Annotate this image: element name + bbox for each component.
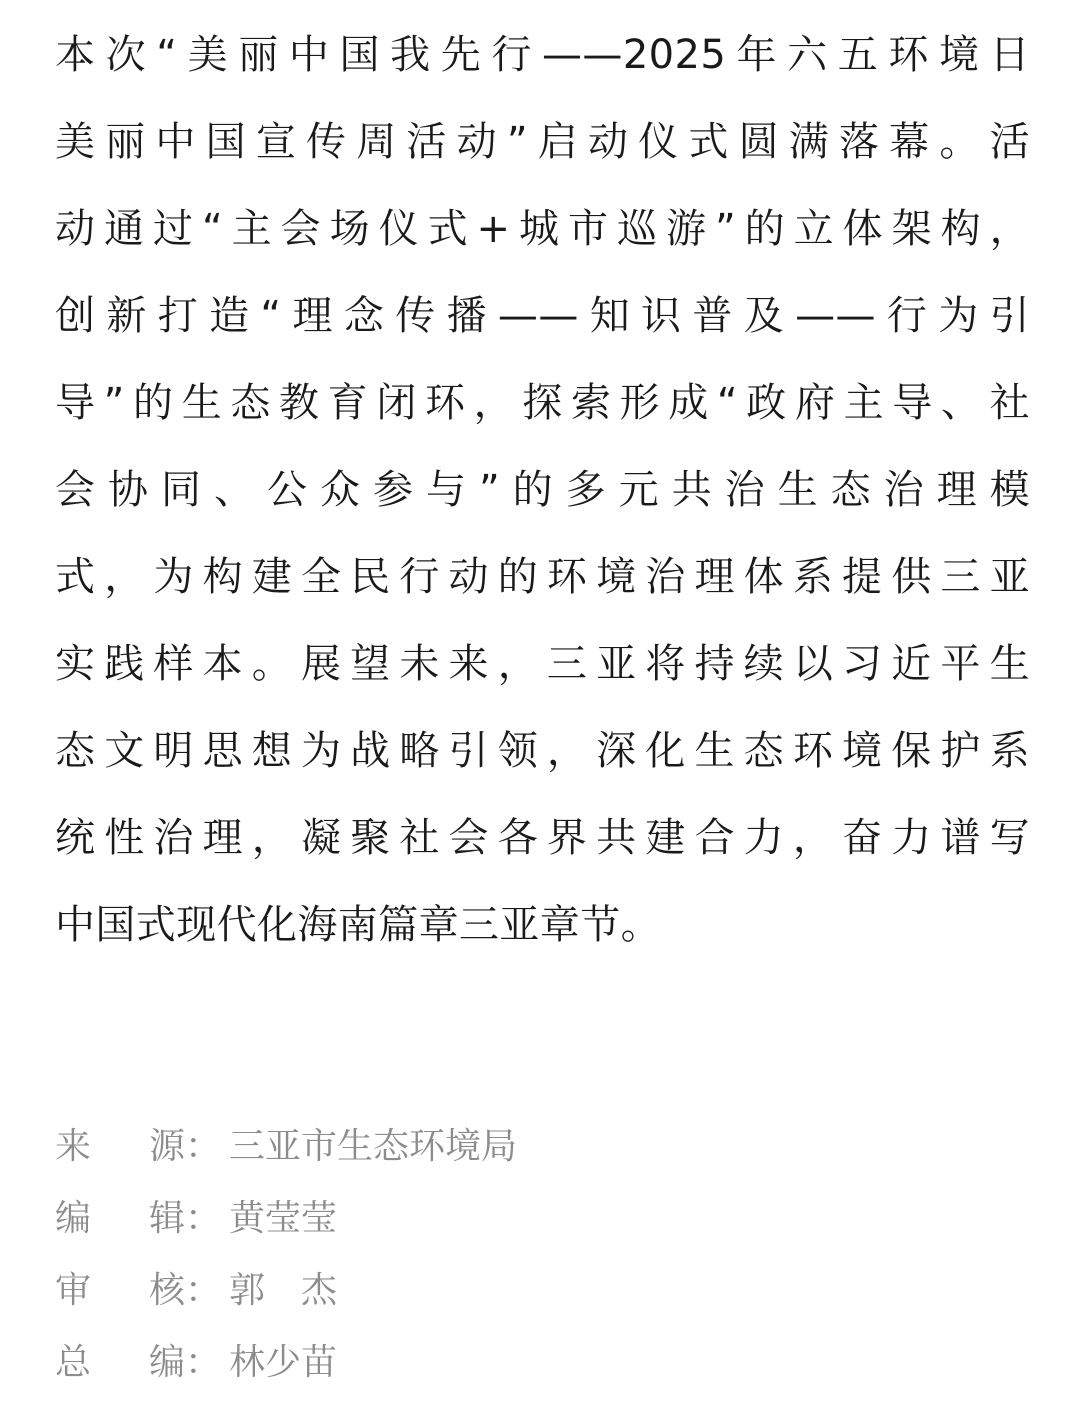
credit-chief-editor	[55, 1334, 755, 1406]
credit-colon: ：	[185, 1342, 222, 1383]
credit-colon: ：	[185, 1270, 222, 1311]
article-line: 本次“美丽中国我先行——2025年六五环境日	[55, 32, 1030, 78]
credit-colon: ：	[185, 1126, 222, 1167]
article-line: 美丽中国宣传周活动”启动仪式圆满落幕。活	[55, 119, 1030, 165]
article-line: 式，为构建全民行动的环境治理体系提供三亚	[55, 554, 1030, 600]
article-line: 会协同、公众参与”的多元共治生态治理模	[55, 467, 1030, 513]
article-line: 导”的生态教育闭环，探索形成“政府主导、社	[55, 380, 1030, 426]
credit-source-label: 来源	[55, 1126, 185, 1167]
article-line-last: 中国式现代化海南篇章三亚章节。	[55, 902, 661, 948]
article-line: 态文明思想为战略引领，深化生态环境保护系	[55, 728, 1030, 774]
article-line: 动通过“主会场仪式+城市巡游”的立体架构，	[55, 206, 1030, 252]
credit-chief-editor-label: 总编	[55, 1342, 185, 1383]
credit-editor	[55, 1190, 755, 1262]
credit-reviewer	[55, 1262, 755, 1334]
credit-reviewer-label: 审核	[55, 1270, 185, 1311]
credit-source-value: 三亚市生态环境局	[229, 1126, 518, 1167]
credits-block	[55, 1118, 755, 1406]
article-body	[55, 12, 1030, 969]
credit-editor-value: 黄莹莹	[229, 1198, 338, 1239]
article-line: 创新打造“理念传播——知识普及——行为引	[55, 293, 1030, 339]
credit-reviewer-value: 郭 杰	[229, 1270, 338, 1311]
credit-source	[55, 1118, 755, 1190]
article-line: 统性治理，凝聚社会各界共建合力，奋力谱写	[55, 815, 1030, 861]
credit-chief-editor-value: 林少苗	[229, 1342, 338, 1383]
credit-editor-label: 编辑	[55, 1198, 185, 1239]
article-line: 实践样本。展望未来，三亚将持续以习近平生	[55, 641, 1030, 687]
credit-colon: ：	[185, 1198, 222, 1239]
